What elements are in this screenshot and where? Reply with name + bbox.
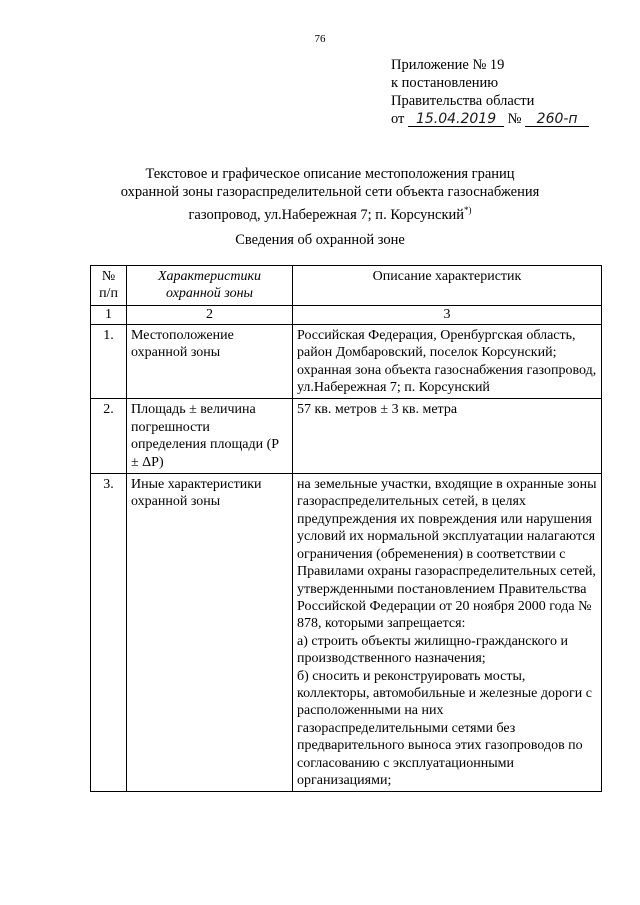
footnote-mark: *) (464, 205, 472, 215)
index-cell: 3 (293, 305, 602, 324)
annex-date: 15.04.2019 (408, 112, 504, 127)
title-line-3-text: газопровод, ул.Набережная 7; п. Корсунский (188, 206, 465, 223)
page-number: 76 (314, 33, 326, 45)
row-description: Российская Федерация, Оренбургская область, район Домбаровский, поселок Корсунский; охранная зона объекта газоснабжения газопровод, ул.Набережная 7; п. Корсунский (293, 324, 602, 399)
section-subtitle: Сведения об охранной зоне (235, 232, 405, 248)
table-row (91, 474, 602, 792)
table-row (91, 324, 602, 399)
table-row (91, 399, 602, 474)
row-characteristic: Иные характеристики охранной зоны (127, 474, 293, 792)
annex-government: Правительства области (391, 93, 535, 109)
protection-zone-table (90, 265, 602, 792)
row-characteristic: Местоположение охранной зоны (127, 324, 293, 399)
index-cell: 2 (127, 305, 293, 324)
row-number: 1. (91, 324, 127, 399)
title-line-2: охранной зоны газораспределительной сети объекта газоснабжения (120, 184, 540, 200)
row-number: 3. (91, 474, 127, 792)
restriction-intro: на земельные участки, входящие в охранные зоны газораспределительных сетей, в целях предупреждения их повреждения или нарушения условий их нормальной эксплуатации налагаются ограничения (обременения) в соответствии с Правилами охраны газораспределительных сетей, утвержденными постановлением Правительства Российской Федерации от 20 ноября 2000 года № 878, которыми запрещается: (297, 477, 597, 632)
row-characteristic: Площадь ± величина погрешности определения площади (Р ± ΔР) (127, 399, 293, 474)
annex-from-label: от (391, 111, 405, 127)
row-number: 2. (91, 399, 127, 474)
index-cell: 1 (91, 305, 127, 324)
title-line-1: Текстовое и графическое описание местоположения границ (145, 166, 515, 182)
annex-number: 260-п (525, 112, 589, 127)
header-characteristic: Характеристики охранной зоны (127, 266, 293, 306)
document-title (80, 165, 580, 224)
table-header-row (91, 266, 602, 306)
header-no: № п/п (91, 266, 127, 306)
annex-header (391, 56, 589, 128)
restriction-item-b: б) сносить и реконструировать мосты, коллекторы, автомобильные и железные дороги с расположенными на них газораспределительными сетями без предварительного выноса этих газопроводов по согласованию с эксплуатационными организациями; (297, 668, 592, 788)
title-line-3 (80, 201, 580, 224)
annex-title: Приложение № 19 (391, 57, 505, 73)
row-description (293, 474, 602, 792)
header-description: Описание характеристик (293, 266, 602, 306)
row-description: 57 кв. метров ± 3 кв. метра (293, 399, 602, 474)
annex-date-number (391, 110, 589, 128)
restriction-item-a: а) строить объекты жилищно-гражданского и производственного назначения; (297, 633, 568, 667)
table-index-row (91, 305, 602, 324)
annex-number-label: № (507, 111, 522, 127)
annex-resolution: к постановлению (391, 75, 499, 91)
